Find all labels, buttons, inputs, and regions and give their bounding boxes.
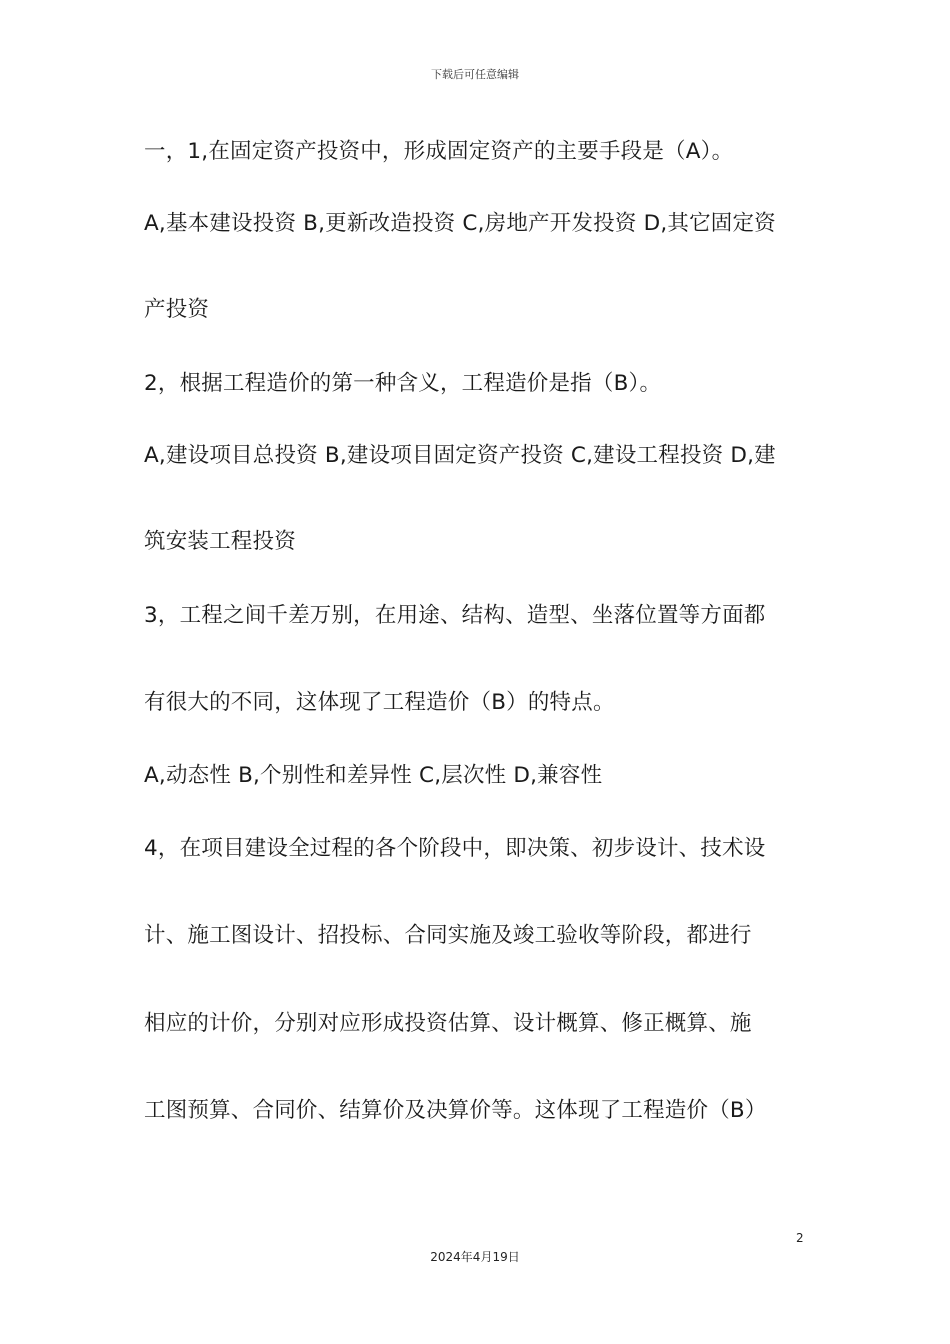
page-number: 2: [796, 1231, 804, 1245]
question-3-stem-cont: 有很大的不同，这体现了工程造价（B）的特点。: [144, 690, 615, 715]
header-note: 下载后可任意编辑: [431, 68, 519, 81]
question-4-stem: 4，在项目建设全过程的各个阶段中，即决策、初步设计、技术设: [144, 836, 766, 861]
question-4-stem-cont-1: 计、施工图设计、招投标、合同实施及竣工验收等阶段，都进行: [144, 923, 752, 948]
question-3-stem: 3，工程之间千差万别，在用途、结构、造型、坐落位置等方面都: [144, 603, 766, 628]
question-2-stem: 2，根据工程造价的第一种含义，工程造价是指（B）。: [144, 371, 662, 396]
question-3-options: A,动态性 B,个别性和差异性 C,层次性 D,兼容性: [144, 763, 603, 788]
question-1-options-cont: 产投资: [144, 297, 210, 322]
footer-date: 2024年4月19日: [430, 1250, 520, 1264]
question-1-options: A,基本建设投资 B,更新改造投资 C,房地产开发投资 D,其它固定资: [144, 211, 776, 236]
question-1-stem: 一，1,在固定资产投资中，形成固定资产的主要手段是（A）。: [144, 139, 734, 164]
question-4-stem-cont-2: 相应的计价，分别对应形成投资估算、设计概算、修正概算、施: [144, 1011, 752, 1036]
question-2-options: A,建设项目总投资 B,建设项目固定资产投资 C,建设工程投资 D,建: [144, 443, 776, 468]
question-4-stem-cont-3: 工图预算、合同价、结算价及决算价等。这体现了工程造价（B）: [144, 1098, 767, 1123]
question-2-options-cont: 筑安装工程投资: [144, 529, 296, 554]
